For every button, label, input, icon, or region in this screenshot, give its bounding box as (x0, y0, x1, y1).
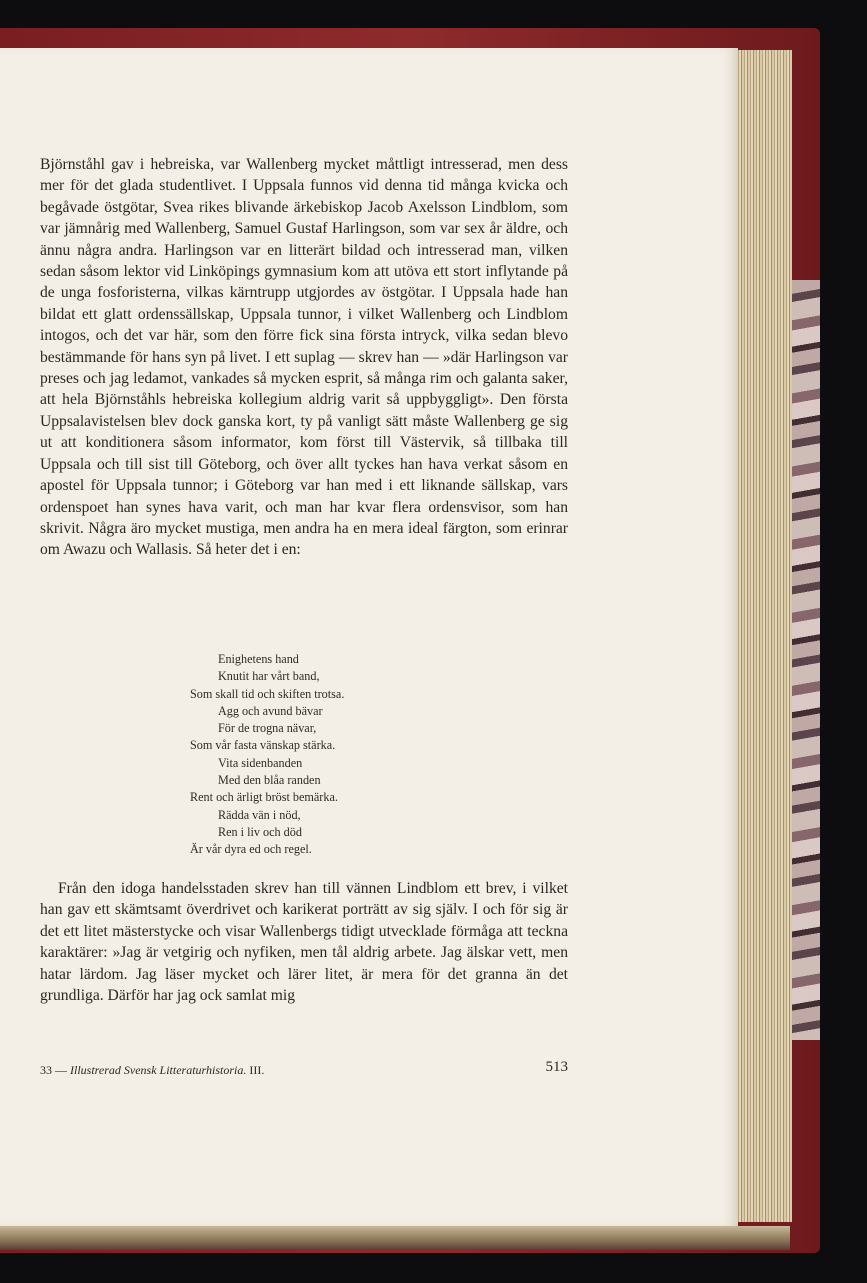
text-block-main (40, 154, 568, 561)
poem-line: Rädda vän i nöd, (218, 807, 301, 822)
marbled-edge (790, 280, 820, 1040)
poem-line: Ren i liv och död (218, 824, 302, 839)
poem-line: Som vår fasta vänskap stärka. (190, 738, 336, 753)
poem-line: Agg och avund bävar (218, 703, 323, 718)
book-bottom-edge (0, 1226, 790, 1250)
poem (190, 651, 450, 859)
signature-number: 33 (40, 1063, 52, 1077)
poem-line: Knutit har vårt band, (218, 669, 320, 684)
poem-line: Enighetens hand (218, 652, 299, 666)
page-edges (736, 50, 792, 1222)
poem-line: Rent och ärligt bröst bemärka. (190, 790, 338, 805)
text-block-continued (40, 878, 568, 1006)
book-page (0, 48, 738, 1226)
paragraph: Björnståhl gav i hebreiska, var Wallenberg mycket måttligt intresserad, men dess mer för det glada studentlivet. I Uppsala funnos vid denna tid många kvicka och begåvade östgötar, Svea rikes blivande ärkebiskop Jacob Axelsson Lindblom, som var jämnårig med Wallenberg, Samuel Gustaf Harlingson, som var sex år äldre, och ännu några andra. Harlingson var en litterärt bildad och intresserad man, vilken sedan såsom lektor vid Linköpings gymnasium kom att utöva ett stort inflytande på de unga fosforisterna, vilkas kärntrupp utgjordes av östgötar. I Uppsala hade han bildat ett glatt ordenssällskap, Uppsala tunnor, i vilket Wallenberg och Lindblom intogos, och det var här, som den förre fick sina första intryck, vilka sedan blevo bestämmande för hans syn på livet. I ett suplag — skrev han — »där Harlingson var preses och jag ledamot, vankades så mycken esprit, så många rim och galanta saker, att hela Björnståhls hebreiska kollegium aldrig varit så uppbyggligt». Den första Uppsalavistelsen blev dock ganska kort, ty på vanligt sätt måste Wallenberg ge sig ut att konditionera såsom informator, kom först till Västervik, så tillbaka till Uppsala och till sist till Göteborg, och över allt tyckes han hava verkat såsom en apostel för Uppsala tunnor; i Göteborg var han med i ett liknande sällskap, vars ordenspoet han synes hava varit, och man har kvar flera ordensvisor, som han skrivit. Några äro mycket mustiga, men andra ha en mera ideal färgton, som erinrar om Awazu och Wallasis. Så heter det i en: (40, 156, 568, 559)
page-footer (40, 1059, 568, 1079)
paragraph: Från den idoga handelsstaden skrev han till vännen Lindblom ett brev, i vilket han gav ett skämtsamt överdrivet och karikerat porträtt av sig själv. I och för sig är det ett litet mästerstycke och visar Wallenbergs tidigt utvecklade förmåga att teckna karaktärer: »Jag är vetgirig och nyfiken, men tål aldrig arbete. Jag älskar vett, men hatar lärdom. Jag läser mycket och lärer litet, är mera för det granna än det grundliga. Därför har jag ock samlat mig (40, 880, 568, 1005)
book-title: Illustrerad Svensk Litteraturhistoria. (70, 1063, 247, 1077)
page-number: 513 (545, 1059, 568, 1075)
poem-line: Som skall tid och skiften trotsa. (190, 686, 345, 701)
footer-signature (40, 1063, 264, 1078)
poem-line: Vita sidenbanden (218, 755, 303, 770)
poem-line: För de trogna nävar, (218, 721, 317, 736)
footer-dash: — (55, 1063, 67, 1077)
poem-line: Med den blåa randen (218, 773, 321, 788)
volume-number: III. (249, 1063, 265, 1077)
poem-line: Är vår dyra ed och regel. (190, 842, 312, 857)
